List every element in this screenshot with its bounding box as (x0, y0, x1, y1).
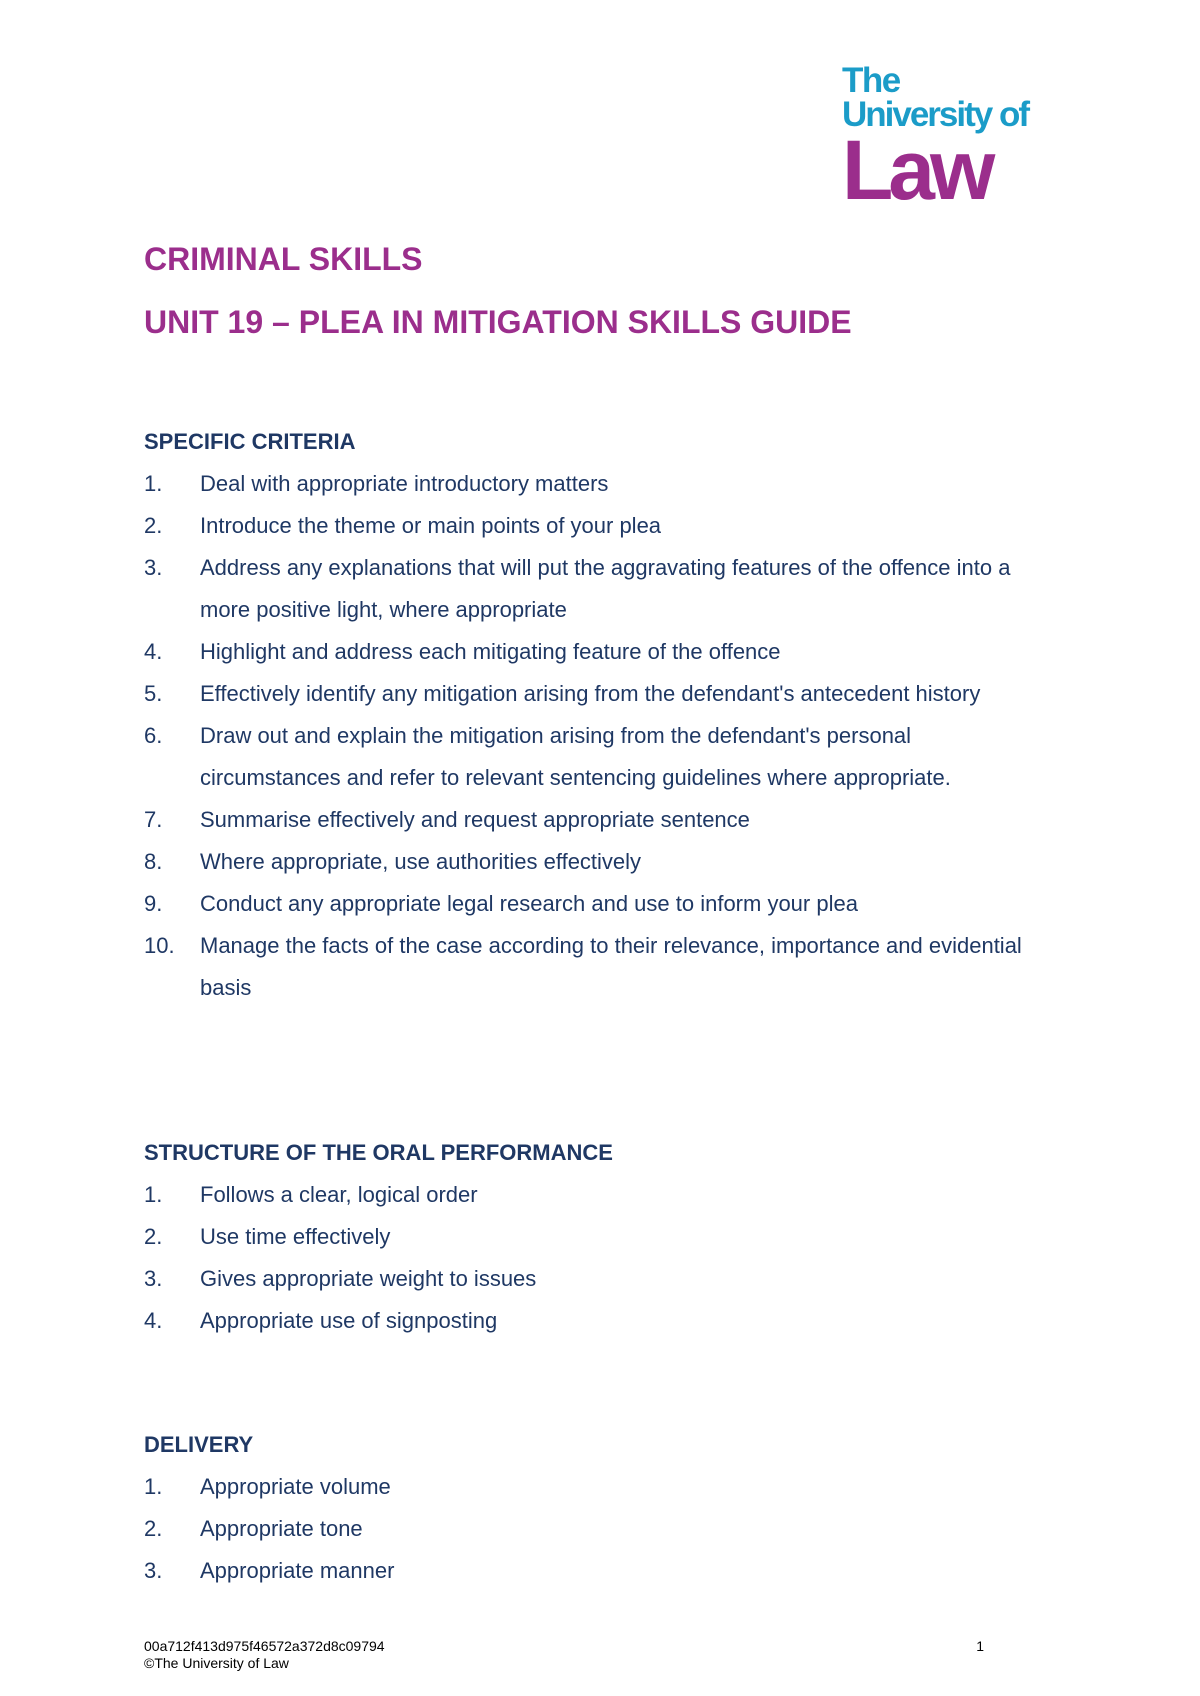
item-number: 2. (144, 1516, 163, 1541)
item-text: Gives appropriate weight to issues (200, 1266, 537, 1291)
list-item (144, 673, 1044, 715)
list-item (144, 925, 1044, 1009)
section-heading: DELIVERY (144, 1432, 254, 1457)
page-footer (144, 1638, 984, 1672)
delivery-list (144, 1466, 1044, 1592)
item-number: 3. (144, 1266, 163, 1291)
list-item (144, 1508, 1044, 1550)
item-text: Draw out and explain the mitigation arising from the defendant's personal circumstances and refer to relevant sentencing guidelines where appropriate. (200, 723, 951, 790)
logo-line-university-of: University of (842, 95, 1028, 134)
list-item (144, 547, 1044, 631)
item-text: Effectively identify any mitigation arising from the defendant's antecedent history (200, 681, 981, 706)
list-item (144, 841, 1044, 883)
item-number: 4. (144, 1308, 163, 1333)
item-number: 6. (144, 723, 163, 748)
list-item (144, 631, 1044, 673)
page-number: 1 (976, 1638, 984, 1654)
section-specific-criteria (144, 427, 1044, 1009)
item-text: Appropriate manner (200, 1558, 395, 1583)
university-logo (842, 61, 1042, 217)
unit-title: UNIT 19 – PLEA IN MITIGATION SKILLS GUIDE (144, 304, 852, 340)
item-text: Highlight and address each mitigating feature of the offence (200, 639, 781, 664)
list-item (144, 715, 1044, 799)
section-structure (144, 1138, 1044, 1342)
section-heading: SPECIFIC CRITERIA (144, 429, 356, 454)
list-item (144, 505, 1044, 547)
section-heading: STRUCTURE OF THE ORAL PERFORMANCE (144, 1140, 613, 1165)
item-text: Appropriate volume (200, 1474, 391, 1499)
item-text: Use time effectively (200, 1224, 391, 1249)
item-text: Manage the facts of the case according to their relevance, importance and evidential basis (200, 933, 1022, 1000)
item-text: Appropriate use of signposting (200, 1308, 498, 1333)
list-item (144, 799, 1044, 841)
item-text: Where appropriate, use authorities effectively (200, 849, 642, 874)
list-item (144, 1466, 1044, 1508)
list-item (144, 463, 1044, 505)
document-id: 00a712f413d975f46572a372d8c09794 (144, 1638, 385, 1654)
item-number: 7. (144, 807, 163, 832)
item-number: 2. (144, 1224, 163, 1249)
item-text: Follows a clear, logical order (200, 1182, 478, 1207)
structure-list (144, 1174, 1044, 1342)
list-item (144, 1550, 1044, 1592)
item-number: 9. (144, 891, 163, 916)
item-number: 1. (144, 471, 163, 496)
item-number: 4. (144, 639, 163, 664)
section-delivery (144, 1430, 1044, 1592)
item-text: Address any explanations that will put the aggravating features of the offence into a more positive light, where appropriate (200, 555, 1011, 622)
item-number: 1. (144, 1182, 163, 1207)
item-text: Deal with appropriate introductory matters (200, 471, 609, 496)
copyright-notice: ©The University of Law (144, 1655, 289, 1671)
course-title: CRIMINAL SKILLS (144, 241, 423, 277)
list-item (144, 883, 1044, 925)
item-number: 2. (144, 513, 163, 538)
item-number: 3. (144, 555, 163, 580)
list-item (144, 1216, 1044, 1258)
item-text: Summarise effectively and request appropriate sentence (200, 807, 750, 832)
list-item (144, 1258, 1044, 1300)
item-number: 10. (144, 933, 175, 958)
logo-line-law: Law (842, 123, 991, 217)
item-text: Appropriate tone (200, 1516, 363, 1541)
list-item (144, 1174, 1044, 1216)
item-number: 1. (144, 1474, 163, 1499)
logo-line-the: The (842, 61, 900, 100)
criteria-list (144, 463, 1044, 1009)
list-item (144, 1300, 1044, 1342)
item-text: Conduct any appropriate legal research and use to inform your plea (200, 891, 858, 916)
item-number: 8. (144, 849, 163, 874)
item-number: 5. (144, 681, 163, 706)
item-number: 3. (144, 1558, 163, 1583)
item-text: Introduce the theme or main points of your plea (200, 513, 662, 538)
